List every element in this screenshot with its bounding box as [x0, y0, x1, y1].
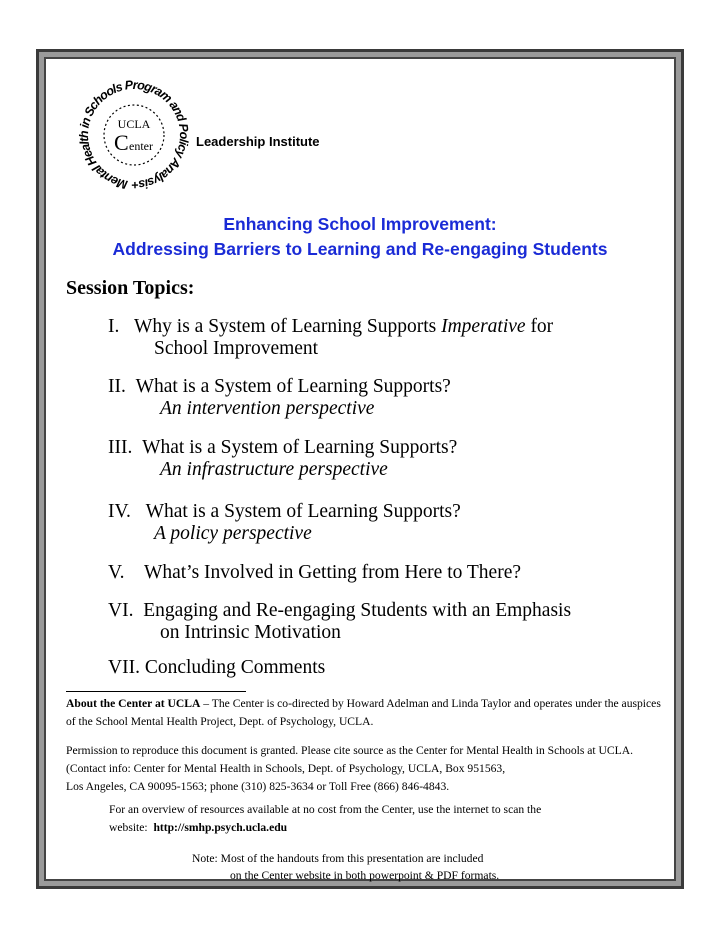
topic-3	[108, 437, 457, 481]
topic-number: IV.	[108, 501, 131, 522]
logo-ucla: UCLA	[117, 117, 151, 131]
topic-5	[108, 562, 521, 584]
permission-line: Permission to reproduce this document is granted. Please cite source as the Center for Mental Health in Schools at UCLA.	[66, 744, 633, 757]
note-line: Note: Most of the handouts from this presentation are included	[192, 852, 484, 865]
overview-website-line	[109, 819, 649, 837]
topic-number: III.	[108, 437, 133, 458]
about-text: – The Center is co-directed by Howard Adelman and Linda Taylor and operates under the auspices of the School Mental Health Project, Dept. of Psychology, UCLA.	[66, 697, 661, 728]
footnote-divider	[66, 691, 246, 692]
topic-text-end: for	[525, 316, 554, 337]
topic-emphasis: Imperative	[441, 316, 526, 337]
topic-7	[108, 657, 325, 679]
handouts-note	[192, 850, 612, 884]
page-border	[36, 49, 684, 889]
permission-notice	[66, 742, 676, 796]
overview-line: For an overview of resources available at no cost from the Center, use the internet to scan the	[109, 803, 542, 816]
topic-subtitle: An intervention perspective	[160, 398, 375, 419]
about-label: About the Center at UCLA	[66, 697, 201, 710]
ucla-center-logo	[68, 69, 200, 199]
topic-subtitle: School Improvement	[154, 338, 319, 359]
contact-line: (Contact info: Center for Mental Health in Schools, Dept. of Psychology, UCLA, Box 951563,	[66, 762, 506, 775]
topic-number: V.	[108, 562, 125, 583]
title-line-2: Addressing Barriers to Learning and Re-engaging Students	[112, 239, 608, 259]
topic-subtitle: on Intrinsic Motivation	[160, 622, 341, 643]
logo-center-initial: C	[114, 130, 129, 155]
topic-text: What’s Involved in Getting from Here to There?	[143, 562, 522, 583]
topic-number: I.	[108, 316, 120, 337]
page-content	[44, 57, 676, 881]
topic-text: Engaging and Re-engaging Students with an Emphasis	[143, 600, 572, 621]
topic-text: What is a System of Learning Supports?	[145, 501, 461, 522]
resources-overview	[109, 801, 649, 837]
topic-text: Why is a System of Learning Supports	[134, 316, 442, 337]
topic-text: Concluding Comments	[144, 657, 326, 678]
topic-text: What is a System of Learning Supports?	[135, 376, 451, 397]
topic-number: VI.	[108, 600, 134, 621]
contact-line: Los Angeles, CA 90095-1563; phone (310) 825-3634 or Toll Free (866) 846-4843.	[66, 780, 450, 793]
logo-graphic	[68, 69, 200, 199]
logo-ring-text: Mental Health in Schools Program and Policy Analysis+	[76, 77, 192, 193]
topic-number: VII.	[108, 657, 140, 678]
topic-1	[108, 316, 553, 360]
topic-2	[108, 376, 451, 420]
session-topics-heading: Session Topics:	[66, 277, 195, 299]
topic-text: What is a System of Learning Supports?	[142, 437, 458, 458]
topic-number: II.	[108, 376, 126, 397]
about-center	[66, 695, 666, 731]
topic-subtitle: An infrastructure perspective	[160, 459, 388, 480]
website-prefix: website:	[109, 821, 154, 834]
institute-label: Leadership Institute	[196, 134, 320, 149]
logo-center-rest: enter	[129, 139, 153, 153]
topic-subtitle: A policy perspective	[154, 523, 312, 544]
topic-4	[108, 501, 461, 545]
title-line-1: Enhancing School Improvement:	[223, 214, 497, 234]
note-line: on the Center website in both powerpoint & PDF formats.	[230, 869, 500, 882]
topic-6	[108, 600, 571, 644]
website-link[interactable]: http://smhp.psych.ucla.edu	[153, 821, 288, 834]
